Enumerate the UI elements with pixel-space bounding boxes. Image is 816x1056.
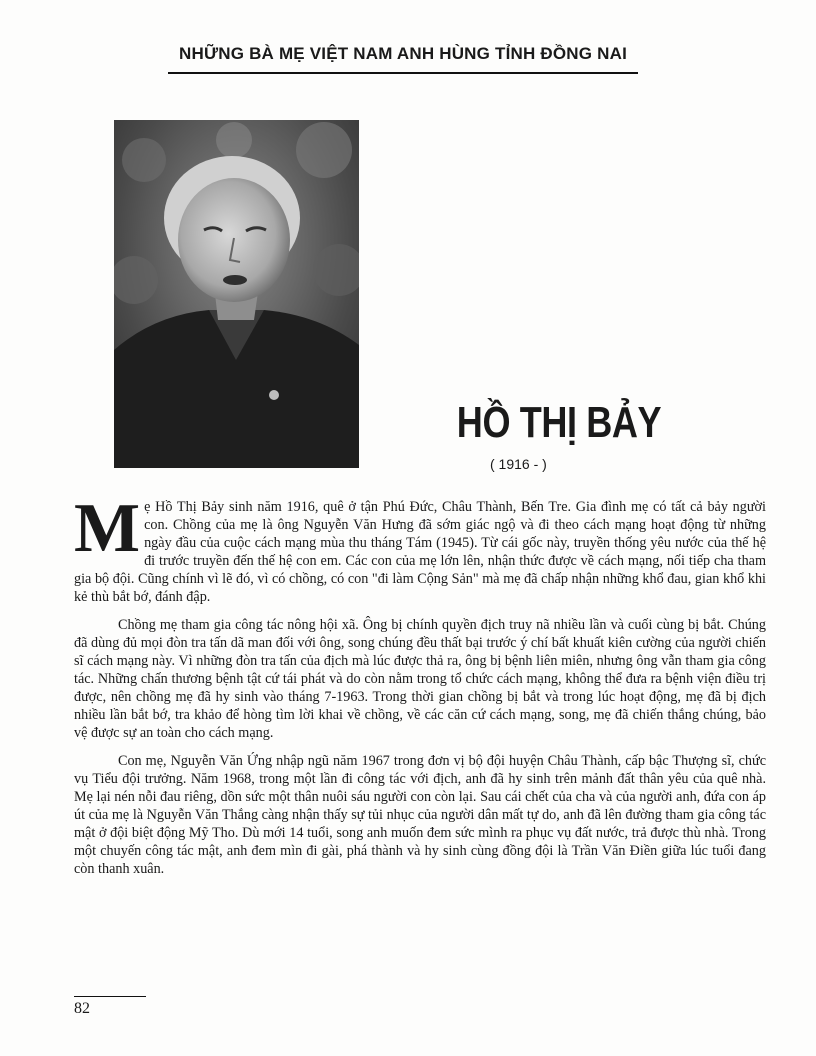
paragraph-1: [74, 490, 766, 606]
subject-name: HỒ THỊ BẢY: [456, 398, 662, 447]
paragraph-3: Con mẹ, Nguyễn Văn Ứng nhập ngũ năm 1967 trong đơn vị bộ đội huyện Châu Thành, cấp bậc Thượng sĩ, chức vụ Tiểu đội trưởng. Năm 1968, trong một lần đi công tác với địch, anh đã hy sinh trên mảnh đất thân yêu của quê nhà. Mẹ lại nén nỗi đau riêng, dồn sức một thân nuôi sáu người con còn lại. Sau cái chết của cha và của người anh, đứa con áp út của mẹ là Nguyễn Văn Thắng càng nhận thấy sự tủi nhục của người dân mất tự do, anh đã lên đường tham gia công tác mật ở đội biệt động Mỹ Tho. Dù mới 14 tuổi, song anh muốn đem sức mình ra phục vụ đất nước, trả được thù nhà. Trong một chuyến công tác mật, anh đem mìn đi gài, phá thành và hy sinh cùng đồng đội là Trần Văn Điền giữa lúc tuổi đang còn thanh xuân.: [74, 753, 766, 877]
paragraph-1-text: ẹ Hồ Thị Bảy sinh năm 1916, quê ở tận Phú Đức, Châu Thành, Bến Tre. Gia đình mẹ có tất cả bảy người con. Chồng của mẹ là ông Nguyễn Văn Hưng đã sớm giác ngộ và đi theo cách mạng hoạt động từ những ngày đầu của cuộc cách mạng mùa thu tháng Tám (1945). Từ cái gốc này, truyền thống yêu nước của thế hệ đi trước truyền đến thế hệ con em. Các con của mẹ lớn lên, nhận thức được về cách mạng, nối tiếp cha tham gia bộ đội. Cũng chính vì lẽ đó, vì có chồng, có con "đi làm Cộng Sản" mà mẹ đã chấp nhận những khổ đau, gian khổ khi kẻ thù bắt bớ, đánh đập.: [74, 499, 766, 605]
page-number: 82: [74, 1000, 90, 1017]
header-rule: [168, 72, 638, 74]
footer-rule: [74, 996, 146, 997]
paragraph-2: Chồng mẹ tham gia công tác nông hội xã. Ông bị chính quyền địch truy nã nhiều lần và cuối cùng bị bắt. Chúng đã dùng đủ mọi đòn tra tấn dã man đối với ông, song chúng đều thất bại trước ý chí bất khuất kiên cường của người chiến sĩ cách mạng này. Vì những đòn tra tấn của địch mà lúc được thả ra, ông bị bệnh liên miên, nhưng ông vẫn tham gia công tác. Những chấn thương bệnh tật cứ tái phát và do còn nằm trong tổ chức cách mạng, không thể đưa ra bệnh viện điều trị được, nên chồng mẹ đã hy sinh vào tháng 7-1963. Trong thời gian chồng bị bắt và trong lúc hoạt động, mẹ đã bị địch nhiều lần bắt bớ, tra khảo để hòng tìm lời khai về chồng, về các căn cứ cách mạng, song, mẹ đã chiến thắng chúng, bảo vệ được sự an toàn cho cách mạng.: [74, 617, 766, 741]
article-body: [74, 490, 766, 888]
drop-cap: M: [74, 490, 141, 567]
subject-years: ( 1916 - ): [490, 456, 547, 472]
portrait-photo: [114, 120, 359, 468]
running-header: NHỮNG BÀ MẸ VIỆT NAM ANH HÙNG TỈNH ĐỒNG NAI: [178, 44, 627, 63]
